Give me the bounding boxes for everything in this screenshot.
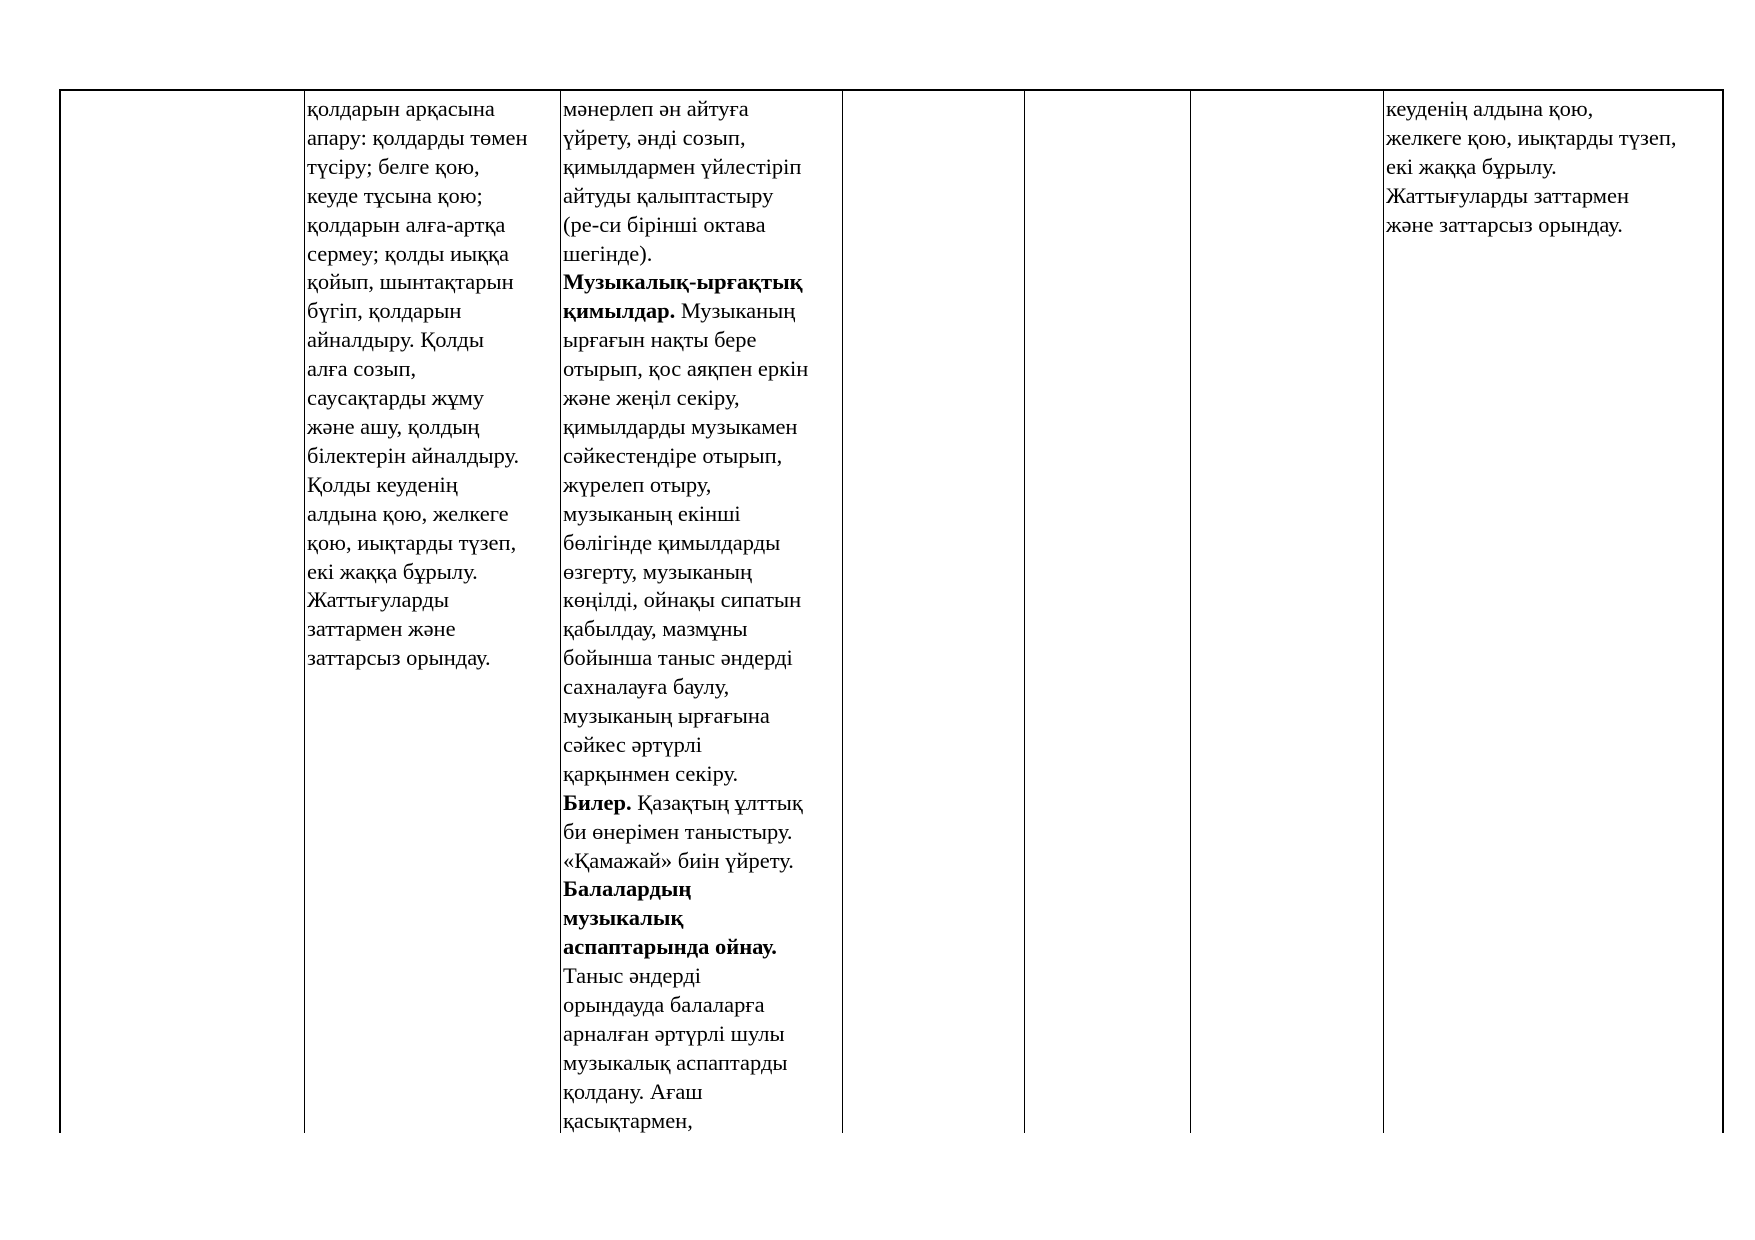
music-rhythm-paragraph bbox=[563, 268, 840, 788]
summary-description: кеуденің алдына қою, желкеге қою, иықтарды түзеп, екі жаққа бұрылу. Жаттығуларды заттармен және заттарсыз орындау. bbox=[1386, 96, 1677, 237]
dance-text: Қазақтың ұлттық би өнерімен таныстыру. «Қамажай» биін үйрету. bbox=[563, 789, 803, 873]
table-column-4 bbox=[842, 91, 1024, 1133]
document-table bbox=[59, 89, 1724, 1133]
dance-paragraph bbox=[563, 789, 840, 876]
table-column-1 bbox=[59, 91, 304, 1133]
table-column-5 bbox=[1024, 91, 1190, 1133]
cell-summary-text bbox=[1384, 91, 1722, 240]
instruments-text: Таныс әндерді орындауда балаларға арналған әртүрлі шулы музыкалық аспаптарды қолдану. Ағаш қасықтармен, bbox=[563, 963, 788, 1133]
table-column-3 bbox=[560, 91, 842, 1133]
table-column-2 bbox=[304, 91, 560, 1133]
music-rhythm-text: Музыканың ырғағын нақты бере отырып, қос аяқпен еркін және жеңіл секіру, қимылдарды музыкамен сәйкестендіре отырып, жүрелеп отыру, музыканың екінші бөлігінде қимылдарды өзгерту, музыканың көңілді, ойнақы сипатын қабылдау, мазмұны бойынша таныс әндерді сахналауға баулу, музыканың ырғағына сәйкес әртүрлі қарқынмен секіру. bbox=[563, 298, 809, 786]
cell-exercises-text bbox=[305, 91, 560, 673]
dance-heading: Билер. bbox=[563, 789, 632, 815]
cell-music-text bbox=[561, 91, 842, 1133]
exercise-description: қолдарын арқасына апару: қолдарды төмен түсіру; белге қою, кеуде тұсына қою; қолдарын алға-артқа сермеу; қолды иыққа қойып, шынтақтарын бүгіп, қолдарын айналдыру. Қолды алға созып, саусақтарды жұму және ашу, қолдың білектерін айналдыру. Қолды кеуденің алдына қою, желкеге қою, иықтарды түзеп, екі жаққа бұрылу. Жаттығуларды заттармен және заттарсыз орындау. bbox=[307, 96, 528, 671]
music-rhythm-heading: Музыкалық-ырғақтық қимылдар. bbox=[563, 269, 803, 324]
instruments-paragraph bbox=[563, 875, 840, 1133]
table-column-6 bbox=[1190, 91, 1383, 1133]
singing-paragraph: мәнерлеп ән айтуға үйрету, әнді созып, қимылдармен үйлестіріп айтуды қалыптастыру (ре-си бірінші октава шегінде). bbox=[563, 96, 802, 266]
table-column-7 bbox=[1383, 91, 1724, 1133]
instruments-heading: Балалардың музыкалық аспаптарында ойнау. bbox=[563, 876, 777, 960]
